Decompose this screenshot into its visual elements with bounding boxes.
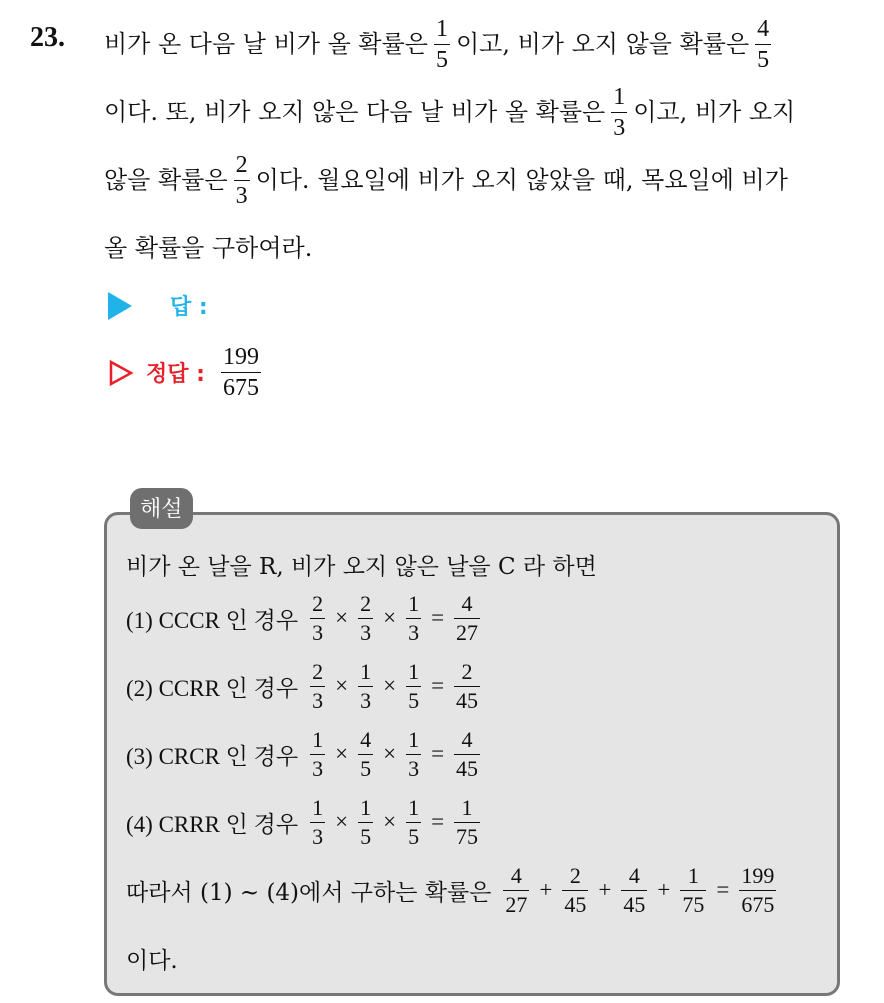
denominator: 5 [360, 755, 372, 781]
math-operator: × [383, 673, 397, 698]
numerator: 2 [312, 658, 324, 684]
fraction [358, 726, 373, 781]
fraction [310, 794, 325, 849]
solution-end: 이다. [126, 947, 178, 974]
numerator: 1 [360, 794, 372, 820]
numerator: 4 [461, 726, 473, 752]
fraction [406, 658, 421, 713]
case-label: (2) CCRR 인 경우 [126, 675, 299, 701]
fraction [611, 85, 627, 140]
denominator: 45 [623, 891, 646, 917]
fraction [434, 17, 450, 72]
fraction [310, 726, 325, 781]
denominator: 5 [360, 823, 372, 849]
denominator: 45 [456, 755, 479, 781]
denominator: 3 [360, 687, 372, 713]
fraction-bar [310, 686, 325, 687]
denominator: 3 [312, 687, 324, 713]
question-line [104, 214, 874, 282]
solution-case-line [126, 788, 846, 856]
correct-answer-fraction [221, 345, 261, 400]
question-line [104, 10, 874, 78]
fraction-bar [406, 754, 421, 755]
question-text-segment: 이고, 비가 오지 [633, 98, 796, 126]
fraction-bar [611, 112, 627, 113]
fraction-bar [358, 618, 373, 619]
fraction [562, 862, 588, 917]
numerator: 4 [461, 590, 473, 616]
fraction-bar [358, 686, 373, 687]
case-label: (4) CRRR 인 경우 [126, 811, 299, 837]
numerator: 1 [461, 794, 473, 820]
math-operator: × [383, 809, 397, 834]
question-text-segment: 이다. 월요일에 비가 오지 않았을 때, 목요일에 비가 [255, 166, 788, 194]
solution-intro: 비가 온 날을 R, 비가 오지 않은 날을 C 라 하면 [126, 553, 597, 580]
fraction-bar [221, 372, 261, 373]
denominator: 45 [456, 687, 479, 713]
question-number: 23. [30, 22, 65, 53]
fraction [454, 726, 480, 781]
solution-case-line [126, 720, 846, 788]
fraction-bar [562, 890, 588, 891]
fraction [406, 794, 421, 849]
fraction-bar [739, 890, 776, 891]
denominator: 3 [312, 619, 324, 645]
numerator: 4 [757, 15, 770, 42]
denominator: 27 [456, 619, 479, 645]
math-operator: = [431, 605, 445, 630]
fraction-bar [358, 754, 373, 755]
math-operator: × [335, 605, 349, 630]
denominator: 27 [505, 891, 528, 917]
case-label: (3) CRCR 인 경우 [126, 743, 299, 769]
correct-answer-label: 정답 : [146, 362, 205, 387]
fraction-bar [310, 754, 325, 755]
fraction-bar [755, 44, 771, 45]
fraction-bar [310, 822, 325, 823]
math-operator: × [383, 605, 397, 630]
denominator: 75 [682, 891, 705, 917]
denominator: 675 [222, 375, 259, 401]
fraction-bar [434, 44, 450, 45]
fraction-bar [234, 180, 250, 181]
solution-case-line [126, 652, 846, 720]
fraction [621, 862, 647, 917]
fraction [454, 658, 480, 713]
fraction [454, 590, 480, 645]
math-operator: × [335, 741, 349, 766]
numerator: 1 [435, 15, 448, 42]
math-operator: + [657, 877, 671, 902]
fraction-bar [406, 686, 421, 687]
numerator: 4 [628, 862, 640, 888]
correct-answer-row [108, 345, 267, 400]
denominator: 3 [408, 755, 420, 781]
fraction [755, 17, 771, 72]
math-operator: + [539, 877, 553, 902]
numerator: 2 [461, 658, 473, 684]
numerator: 4 [510, 862, 522, 888]
math-operator: × [335, 809, 349, 834]
solution-sum-terms [497, 862, 782, 917]
fraction [406, 726, 421, 781]
fraction-bar [454, 618, 480, 619]
numerator: 1 [312, 726, 324, 752]
denominator: 3 [613, 114, 626, 141]
denominator: 3 [360, 619, 372, 645]
numerator: 199 [222, 344, 259, 370]
outline-triangle-icon [108, 359, 134, 387]
numerator: 1 [408, 590, 420, 616]
denominator: 3 [312, 755, 324, 781]
math-operator: = [431, 809, 445, 834]
numerator: 1 [687, 862, 699, 888]
fraction-bar [406, 822, 421, 823]
numerator: 1 [408, 658, 420, 684]
denominator: 5 [435, 46, 448, 73]
fraction-bar [406, 618, 421, 619]
numerator: 2 [312, 590, 324, 616]
denominator: 5 [408, 687, 420, 713]
numerator: 4 [360, 726, 372, 752]
math-operator: × [335, 673, 349, 698]
math-operator: = [431, 673, 445, 698]
fraction [680, 862, 706, 917]
fraction-bar [680, 890, 706, 891]
solution-case-line [126, 584, 846, 652]
fraction [406, 590, 421, 645]
denominator: 75 [456, 823, 479, 849]
solution-cases [126, 584, 846, 856]
question-text-segment: 이고, 비가 오지 않을 확률은 [455, 30, 750, 58]
solution-sum-line [126, 856, 846, 924]
fraction-bar [358, 822, 373, 823]
fraction [454, 794, 480, 849]
denominator: 3 [235, 182, 248, 209]
fraction-bar [310, 618, 325, 619]
denominator: 3 [312, 823, 324, 849]
solution-sum-label: 따라서 (1) ~ (4)에서 구하는 확률은 [126, 879, 492, 906]
fraction-bar [454, 822, 480, 823]
numerator: 1 [360, 658, 372, 684]
numerator: 2 [360, 590, 372, 616]
denominator: 3 [408, 619, 420, 645]
question-text-segment: 않을 확률은 [104, 166, 228, 194]
math-operator: = [716, 877, 730, 902]
numerator: 2 [569, 862, 581, 888]
numerator: 1 [408, 794, 420, 820]
fraction [358, 658, 373, 713]
numerator: 1 [613, 83, 626, 110]
fraction-bar [503, 890, 529, 891]
denominator: 5 [408, 823, 420, 849]
solution-content [126, 544, 846, 992]
fraction-bar [454, 754, 480, 755]
case-label: (1) CCCR 인 경우 [126, 607, 299, 633]
fraction [310, 590, 325, 645]
math-operator: = [431, 741, 445, 766]
math-operator: × [383, 741, 397, 766]
numerator: 2 [235, 151, 248, 178]
denominator: 675 [741, 891, 775, 917]
fraction [739, 862, 776, 917]
question-text-segment: 이다. 또, 비가 오지 않은 다음 날 비가 올 확률은 [104, 98, 606, 126]
question-text-segment: 올 확률을 구하여라. [104, 234, 313, 262]
fraction [358, 794, 373, 849]
numerator: 199 [741, 862, 775, 888]
question-line [104, 78, 874, 146]
math-operator: + [598, 877, 612, 902]
fraction [310, 658, 325, 713]
numerator: 1 [408, 726, 420, 752]
answer-row [108, 290, 208, 321]
numerator: 1 [312, 794, 324, 820]
question-text [104, 10, 874, 282]
denominator: 5 [757, 46, 770, 73]
fraction [358, 590, 373, 645]
fraction-bar [454, 686, 480, 687]
fraction [503, 862, 529, 917]
denominator: 45 [564, 891, 587, 917]
answer-label: 답 : [170, 295, 208, 320]
solution-tag: 해설 [130, 488, 193, 529]
question-text-segment: 비가 온 다음 날 비가 올 확률은 [104, 30, 428, 58]
question-line [104, 146, 874, 214]
fraction-bar [621, 890, 647, 891]
play-triangle-icon [108, 292, 132, 320]
fraction [234, 153, 250, 208]
